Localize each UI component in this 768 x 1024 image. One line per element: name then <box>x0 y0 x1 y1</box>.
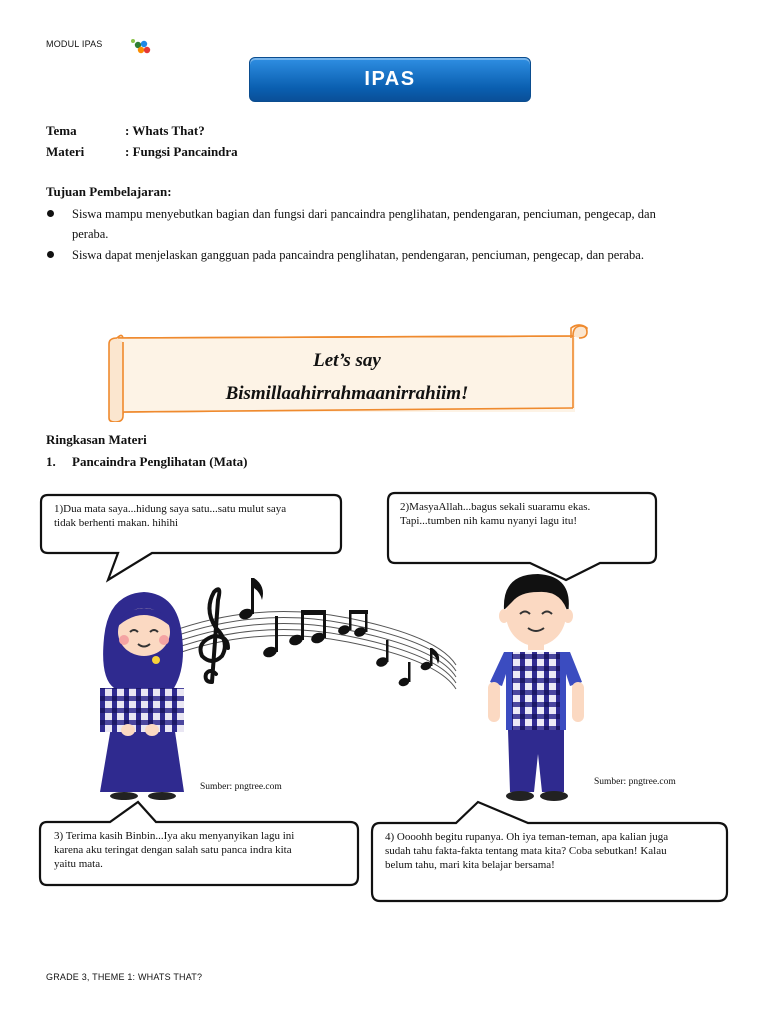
bullet-icon <box>47 210 54 217</box>
bubble-3-line2: karena aku teringat dengan salah satu panca indra kita <box>54 844 292 856</box>
scroll-banner <box>103 322 591 422</box>
materi-value: : Fungsi Pancaindra <box>125 144 238 159</box>
tema-row <box>46 123 205 139</box>
section-number: 1. <box>46 454 56 469</box>
boy-illustration <box>484 570 594 804</box>
girl-image-credit: Sumber: pngtree.com <box>200 782 282 792</box>
bubble-4-line3: belum tahu, mari kita belajar bersama! <box>385 859 555 871</box>
bullet-icon <box>47 251 54 258</box>
bubble-3-line1: 3) Terima kasih Binbin...Iya aku menyanyikan lagu ini <box>54 830 295 842</box>
bubble-1-line2: tidak berhenti makan. hihihi <box>54 517 179 529</box>
bubble-1-line1: 1)Dua mata saya...hidung saya satu...satu mulut saya <box>54 503 287 515</box>
page-title: IPAS <box>249 57 531 102</box>
bubble-2-line2: Tapi...tumben nih kamu nyanyi lagu itu! <box>400 515 578 527</box>
logo-dots-icon <box>129 37 151 55</box>
tema-value: : Whats That? <box>125 123 205 138</box>
boy-image-credit: Sumber: pngtree.com <box>594 777 676 787</box>
objectives-heading: Tujuan Pembelajaran: <box>46 184 172 199</box>
bubble-3-line3: yaitu mata. <box>54 858 103 870</box>
section-title: Pancaindra Penglihatan (Mata) <box>72 454 248 469</box>
footer-label: GRADE 3, THEME 1: WHATS THAT? <box>46 972 203 982</box>
girl-illustration <box>88 588 198 804</box>
music-notes-icon <box>168 570 458 690</box>
objective-item-1-line2: peraba. <box>72 227 109 241</box>
tema-label: Tema <box>46 123 77 138</box>
scroll-line-2: Bismillaahirrahmaanirrahiim! <box>225 383 469 404</box>
materi-label: Materi <box>46 144 85 159</box>
summary-heading: Ringkasan Materi <box>46 432 147 447</box>
bubble-4-line2: sudah tahu fakta-fakta tentang mata kita? Coba sebutkan! Kalau <box>385 845 667 857</box>
objective-item-2: Siswa dapat menjelaskan gangguan pada pancaindra penglihatan, pendengaran, penciuman, pengecap, dan peraba. <box>72 248 644 262</box>
materi-row <box>46 144 238 160</box>
objective-item-1-line1: Siswa mampu menyebutkan bagian dan fungsi dari pancaindra penglihatan, pendengaran, penciuman, pengecap, dan <box>72 207 656 221</box>
bubble-2-line1: 2)MasyaAllah...bagus sekali suaramu ekas. <box>400 501 591 513</box>
scroll-line-1: Let’s say <box>313 350 381 371</box>
bubble-4-line1: 4) Oooohh begitu rupanya. Oh iya teman-teman, apa kalian juga <box>385 831 669 843</box>
module-label: MODUL IPAS <box>46 39 103 49</box>
